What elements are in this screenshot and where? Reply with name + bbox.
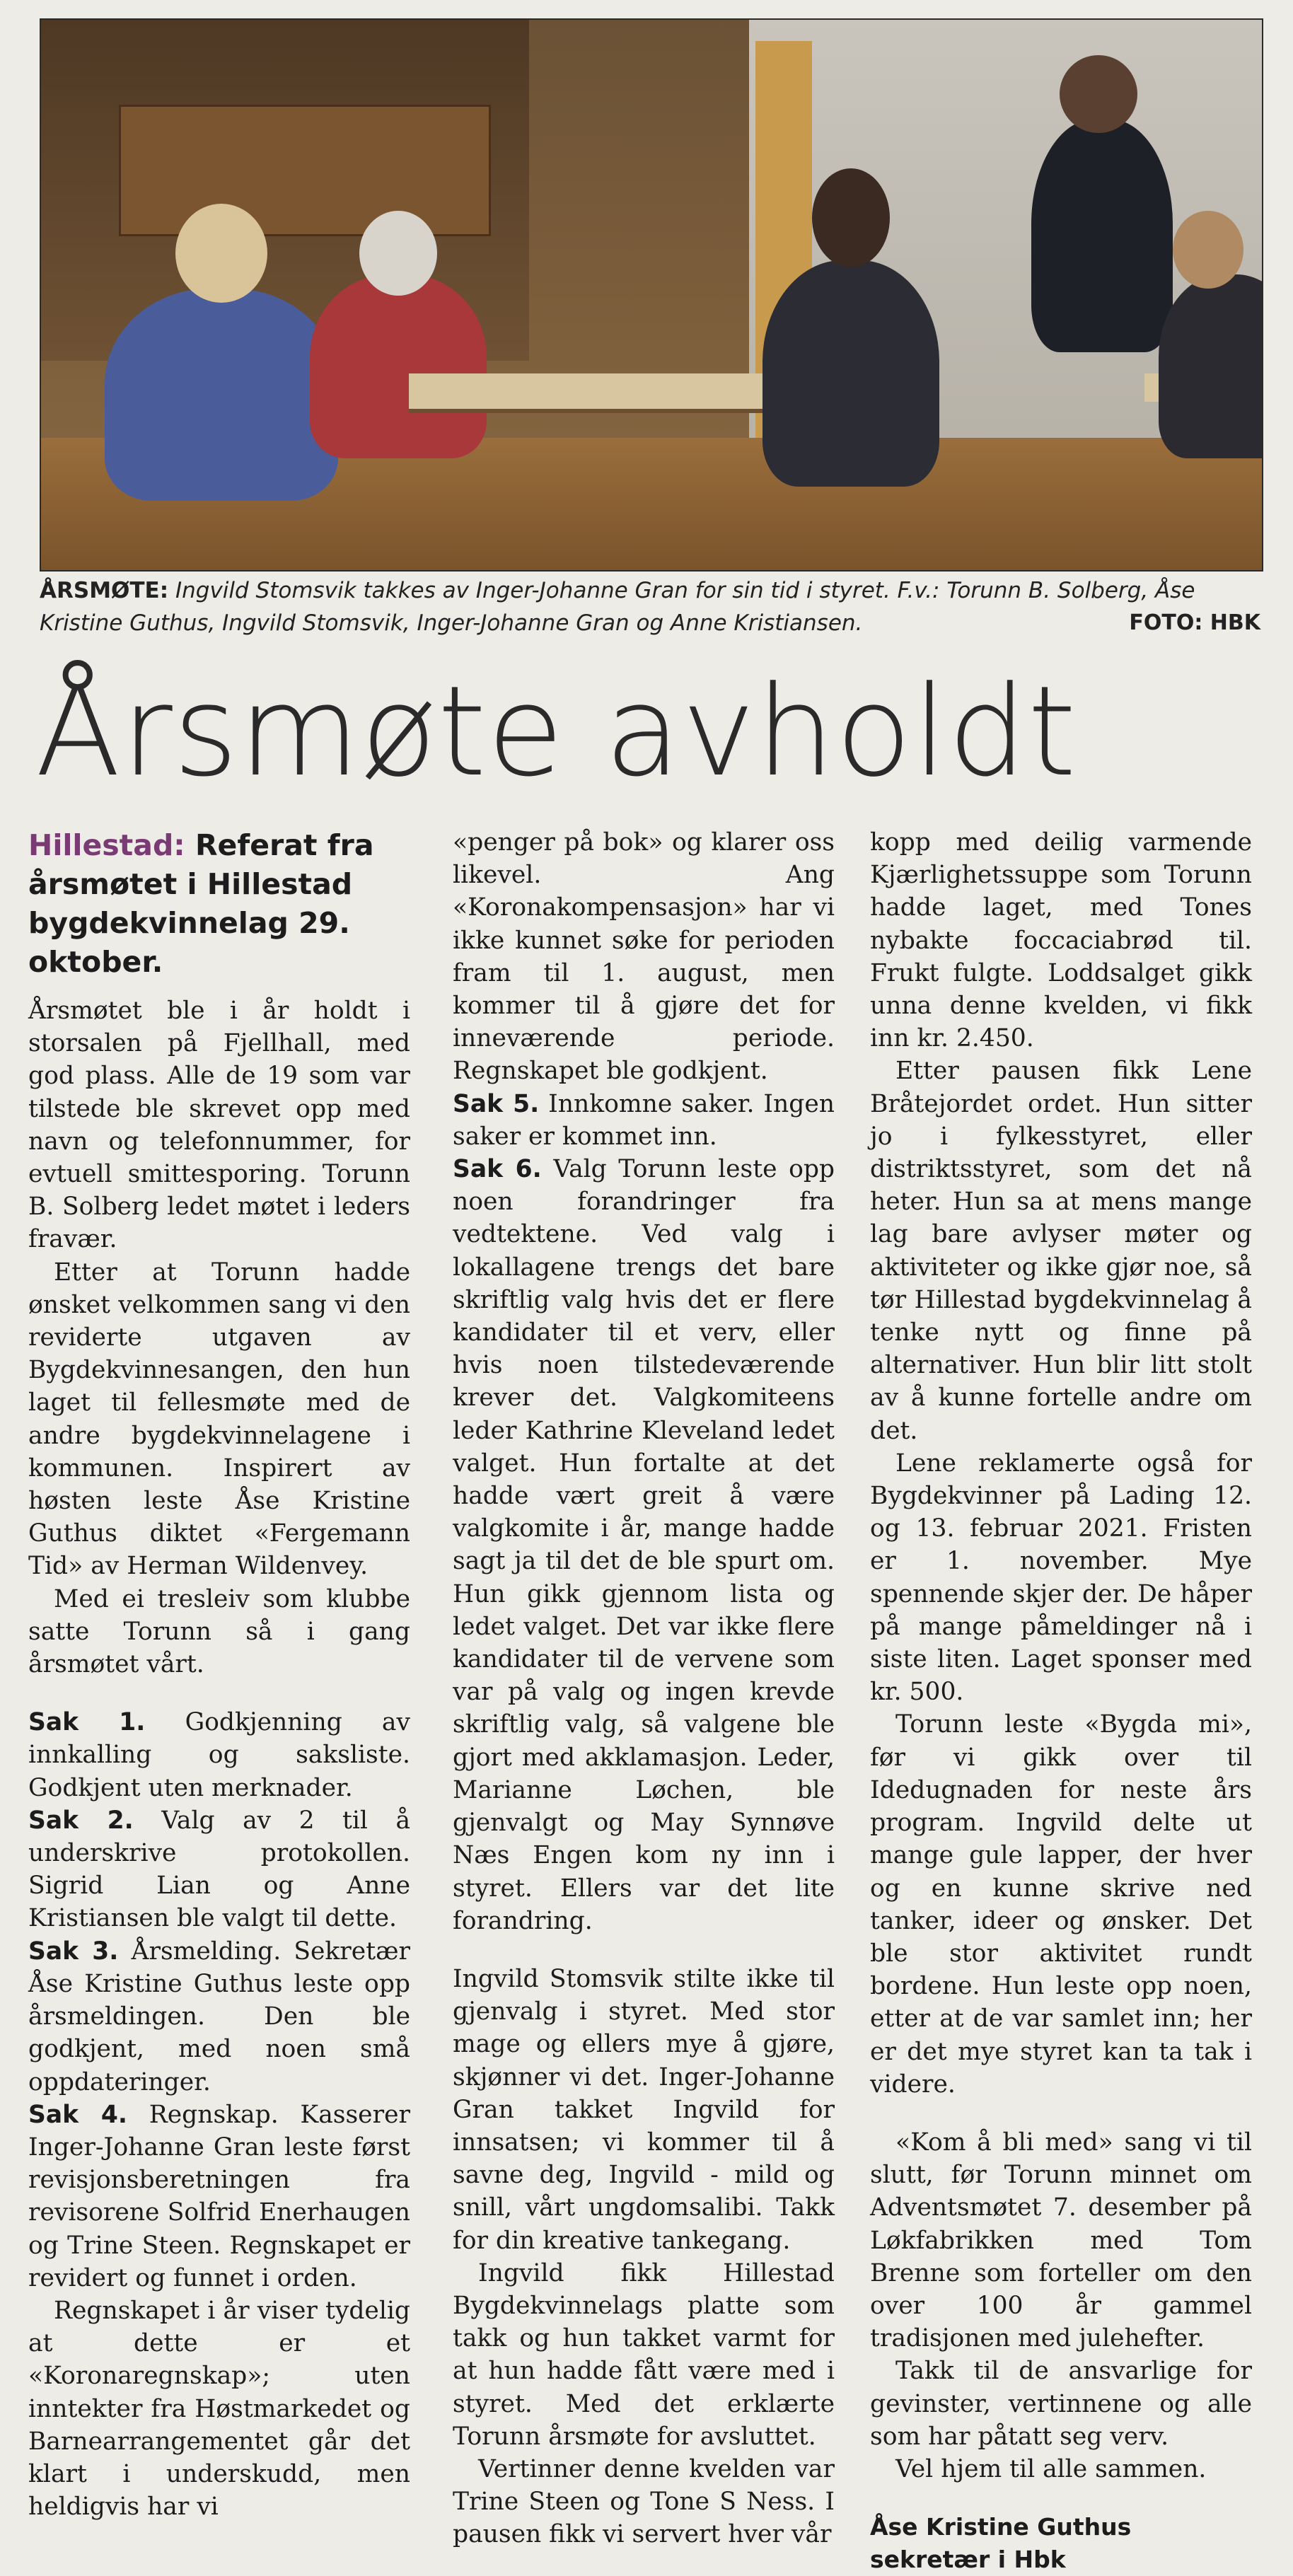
article-column-1: [28, 826, 410, 2523]
article-column-2: [453, 826, 835, 2551]
body-paragraph: Vertinner denne kvelden var Trine Steen og Tone S Ness. I pausen fikk vi servert hver vår: [453, 2454, 835, 2549]
photo-head-4: [1060, 55, 1137, 133]
photo-credit: FOTO: HBK: [1129, 610, 1260, 635]
photo-person-2: [310, 274, 487, 458]
agenda-text: Regnskap. Kasserer Inger-Johanne Gran leste først revisjonsberetningen fra revisorene Solfrid Enerhaugen og Trine Steen. Regnskapet er revidert og funnet i orden.: [28, 2100, 411, 2292]
body-paragraph: Ingvild Stomsvik stilte ikke til gjenvalg i styret. Med stor mage og ellers mye å gjøre, skjønner vi det. Inger-Johanne Gran takket Ingvild for innsatsen; vi kommer til å savne deg, Ingvild - mild og snill, vårt ungdomsalibi. Takk for din kreative tankegang.: [453, 1964, 835, 2255]
agenda-label: Sak 5.: [453, 1089, 540, 1118]
article-column-3: [870, 826, 1252, 2576]
body-paragraph: Etter at Torunn hadde ønsket velkommen sang vi den reviderte utgaven av Bygdekvinnesangen, den hun laget til fellesmøte med de andre bygdekvinnelagene i kommunen. Inspirert av høsten leste Åse Kristine Guthus diktet «Fergemann Tid» av Herman Wildenvey.: [28, 1258, 410, 1581]
photo-kitchen-cabinet: [119, 105, 491, 236]
photo-head-5: [1173, 211, 1243, 289]
body-paragraph: Ingvild fikk Hillestad Bygdekvinnelags platte som takk og hun takket varmt for at hun hadde fått være med i styret. Med det erklærte Torunn årsmøte for avsluttet.: [453, 2258, 835, 2451]
paragraph-gap: [453, 1937, 835, 1963]
agenda-item: [453, 1088, 835, 1153]
photo-head-3: [812, 168, 890, 267]
agenda-text: Årsmelding. Sekretær Åse Kristine Guthus leste opp årsmeldingen. Den ble godkjent, med noen små oppdateringer.: [28, 1937, 410, 2096]
agenda-text: Godkjenning av innkalling og saksliste. Godkjent uten merknader.: [28, 1708, 410, 1802]
agenda-label: Sak 4.: [28, 2100, 127, 2129]
photo-person-4: [1031, 119, 1173, 352]
agenda-item: [28, 1935, 410, 2099]
photo-caption: [40, 574, 1260, 639]
body-paragraph: Takk til de ansvarlige for gevinster, vertinnene og alle som har påtatt seg verv.: [870, 2357, 1252, 2451]
paragraph-gap: [28, 1681, 410, 1706]
paragraph-gap: [870, 2485, 1252, 2511]
body-paragraph: Regnskapet i år viser tydelig at dette er et «Koronaregnskap»; uten inntekter fra Høstmarkedet og Barnearrangementet går det klart i underskudd, men heldigvis har vi: [28, 2296, 410, 2522]
caption-text: Ingvild Stomsvik takkes av Inger-Johanne Gran for sin tid i styret. F.v.: Torunn B. Solberg, Åse Kristine Guthus, Ingvild Stomsvik, Inger-Johanne Gran og Anne Kristiansen.: [40, 578, 1195, 636]
photo-person-3: [763, 260, 939, 487]
lead-place: Hillestad:: [28, 828, 185, 862]
agenda-label: Sak 3.: [28, 1937, 119, 1966]
body-paragraph: «Kom å bli med» sang vi til slutt, før Torunn minnet om Adventsmøtet 7. desember på Løkfabrikken med Tom Brenne som forteller om den over 100 år gammel tradisjonen med julehefter.: [870, 2128, 1252, 2353]
agenda-label: Sak 6.: [453, 1155, 542, 1184]
body-paragraph: «penger på bok» og klarer oss likevel. Ang «Koronakompensasjon» har vi ikke kunnet søke for perioden fram til 1. august, men kommer til å gjøre det for inneværende periode. Regnskapet ble godkjent.: [453, 828, 835, 1086]
agenda-item: [453, 1153, 835, 1937]
signature-name: Åse Kristine Guthus: [870, 2513, 1132, 2541]
body-paragraph: Årsmøtet ble i år holdt i storsalen på Fjellhall, med god plass. Alle de 19 som var tilstede ble skrevet opp med navn og telefonnummer, for evtuell smittesporing. Torunn B. Solberg ledet møtet i leders fravær.: [28, 997, 410, 1254]
agenda-item: [28, 1804, 410, 1935]
agenda-item: [28, 2099, 410, 2294]
agenda-text: Valg Torunn leste opp noen forandringer fra vedtektene. Ved valg i lokallagene trengs det bare skriftlig valg hvis det er flere kandidater til et verv, eller hvis noen tilstedeværende krever det. Valgkomiteens leder Kathrine Kleveland ledet valget. Hun fortalte at det hadde vært greit å være valgkomite i år, mange hadde sagt ja til det de ble spurt om. Hun gikk gjennom lista og ledet valget. Det var ikke flere kandidater til de vervene som var på valg og ingen krevde skriftlig valg, så valgene ble gjort med akklamasjon. Leder, Marianne Løchen, ble gjenvalgt og May Synnøve Næs Engen kom ny inn i styret. Ellers var det lite forandring.: [453, 1155, 835, 1935]
body-paragraph: Etter pausen fikk Lene Bråtejordet ordet. Hun sitter jo i fylkesstyret, eller distriktsstyret, som det nå heter. Hun sa at mens mange lag bare avlyser møter og aktiviteter og ikke gjør noe, så tør Hillestad bygdekvinnelag å tenke nytt og finne på alternativer. Hun blir litt stolt av å kunne fortelle andre om det.: [870, 1057, 1252, 1445]
photo-person-5: [1159, 274, 1263, 458]
article-photo: [40, 18, 1263, 572]
agenda-item: [28, 1706, 410, 1804]
body-paragraph: kopp med deilig varmende Kjærlighetssuppe som Torunn hadde laget, med Tones nybakte foccaciabrød til. Frukt fulgte. Loddsalget gikk unna denne kvelden, vi fikk inn kr. 2.450.: [870, 828, 1252, 1053]
body-paragraph: Lene reklamerte også for Bygdekvinner på Lading 12. og 13. februar 2021. Fristen er 1. november. Mye spennende skjer der. De håper på mange påmeldinger nå i siste liten. Laget sponser med kr. 500.: [870, 1449, 1252, 1707]
body-paragraph: Torunn leste «Bygda mi», før vi gikk over til Idedugnaden for neste års program. Ingvild delte ut mange gule lapper, der hver og en kunne skrive ned tanker, ideer og ønsker. Det ble stor aktivitet rundt bordene. Hun leste opp noen, etter at de var samlet inn; her er det mye styret kan ta tak i videre.: [870, 1710, 1252, 2099]
photo-person-1: [105, 289, 338, 501]
lead-paragraph: [28, 826, 410, 982]
body-paragraph: Med ei tresleiv som klubbe satte Torunn så i gang årsmøtet vårt.: [28, 1584, 410, 1679]
caption-label: ÅRSMØTE:: [40, 578, 169, 603]
photo-head-2: [359, 211, 437, 296]
photo-head-1: [175, 204, 267, 303]
body-paragraph: Vel hjem til alle sammen.: [895, 2454, 1207, 2483]
agenda-text: Innkomne saker. Ingen saker er kommet inn.: [453, 1089, 835, 1151]
paragraph-gap: [870, 2101, 1252, 2126]
agenda-label: Sak 1.: [28, 1708, 146, 1737]
headline: Årsmøte avholdt: [35, 659, 1077, 804]
agenda-text: Valg av 2 til å underskrive protokollen. Sigrid Lian og Anne Kristiansen ble valgt til dette.: [28, 1806, 411, 1933]
lead-text: Referat fra årsmøtet i Hillestad bygdekvinnelag 29. oktober.: [28, 828, 374, 979]
signature-role: sekretær i Hbk: [870, 2546, 1066, 2574]
agenda-label: Sak 2.: [28, 1806, 134, 1835]
